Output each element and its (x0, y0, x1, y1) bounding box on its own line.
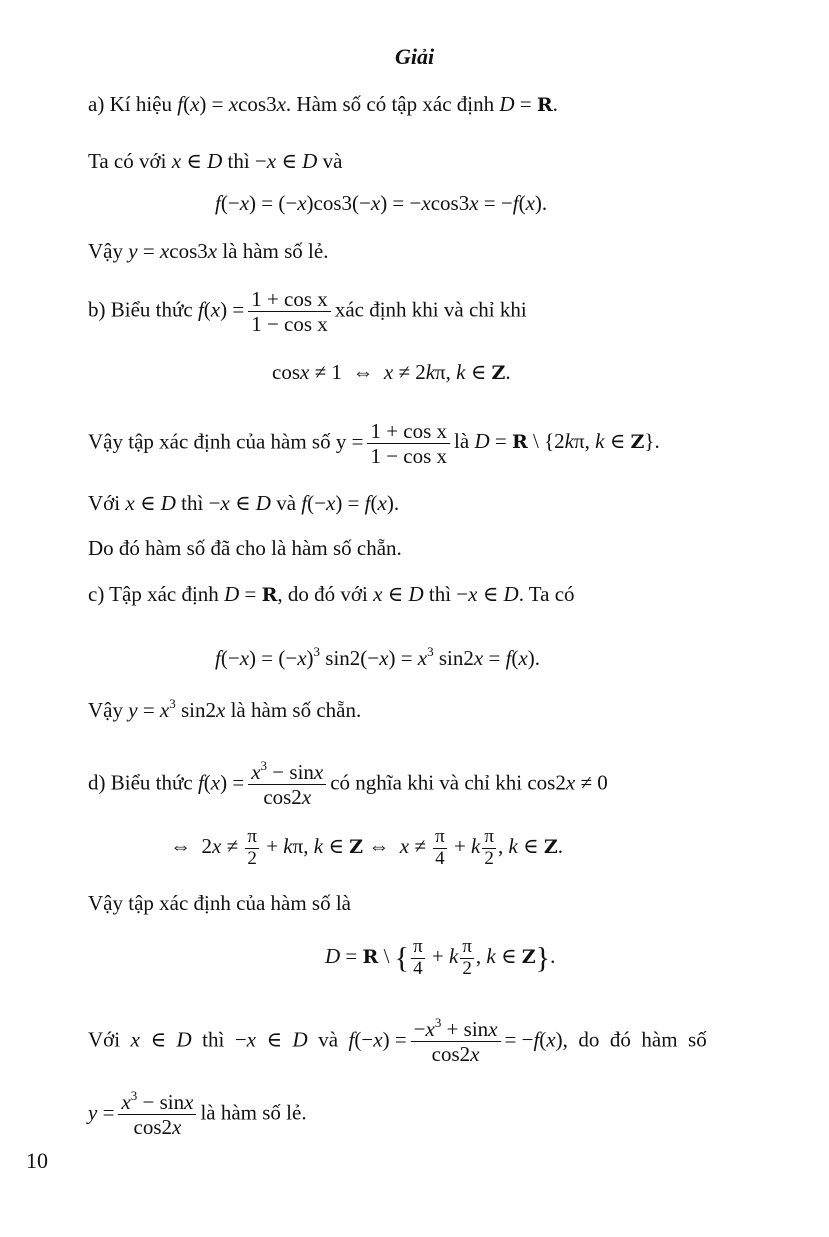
part-d-final: y = $\frac{x^3 - \sin x}{\cos 2x}$ là hàm số lẻ. (88, 1088, 307, 1140)
fraction-numerator: 1 + cos x (367, 419, 450, 444)
part-c-conclusion: Vậy $y = x^3$ sin2x là hàm số chẵn. (88, 696, 362, 722)
page-number: 10 (26, 1148, 48, 1173)
fraction-denominator: 1 − cos x (370, 444, 448, 469)
part-b-intro: b) Biểu thức f(x) = $\frac{\text{1 + cos x}}{\text{1 − cos x}}$ xác định khi và chỉ khi (88, 287, 527, 337)
part-d-odd-check: Với x ∈ D thì −x ∈ D và f(−x) = $\frac{-x^3 + \sin x}{\cos 2x}$ = −f(x), do đó hàm số (88, 1015, 707, 1067)
part-a-line-2: Ta có với x ∈ D thì −x ∈ D và (88, 149, 343, 173)
part-d-domain: D = R \ { $\frac{\pi}{4}$ + k $\frac{\pi}{2}$ , k ∈ Z}. (325, 936, 556, 979)
part-b-conclusion: Do đó hàm số đã cho là hàm số chẵn. (88, 536, 402, 560)
part-a-equation: f(−x) = (−x)cos3(−x) = −xcos3x = −f(x). (215, 191, 548, 215)
solution-heading: Giải (394, 44, 435, 69)
part-c-line-1: c) Tập xác định D = R, do đó với x ∈ D thì −x ∈ D. Ta có (88, 582, 575, 606)
part-c-equation: $f(-x) = (-x)^3$ $\sin 2(-x) = x^3$ sin2x = f(x). (215, 644, 540, 670)
part-b-intro-tail: xác định khi và chỉ khi (334, 297, 527, 322)
part-a-line-1: a) Kí hiệu f(x) = xcos3x. Hàm số có tập xác định D = R. (88, 92, 558, 116)
part-b-domain-lead: Vậy tập xác định của hàm số y = (88, 429, 364, 454)
part-d-final-fraction: $\frac{x^3 - \sin x}{\cos 2x}$ (118, 1090, 196, 1139)
fraction-numerator: 1 + cos x (248, 287, 331, 312)
part-b-condition: cosx ≠ 1 ⇔ x ≠ 2kπ, k ∈ Z. (272, 360, 511, 384)
part-d-condition: ⇔ 2x ≠ $\frac{\pi}{2}$ + kπ, k ∈ Z ⇔ x ≠ $\frac{\pi}{4}$ + k $\frac{\pi}{2}$ , k ∈ Z. (170, 826, 563, 869)
part-d-intro: d) Biểu thức f(x) = $\frac{x^3 - \sin x}{\cos 2x}$ có nghĩa khi và chỉ khi cos2x ≠ 0 (88, 758, 608, 810)
part-d-odd-fraction: $\frac{-x^3 + \sin x}{\cos 2x}$ (411, 1017, 501, 1066)
part-d-fraction: $\frac{x^3 - \sin x}{\cos 2x}$ (248, 760, 326, 809)
part-b-fraction (248, 287, 331, 336)
part-a-conclusion: Vậy y = xcos3x là hàm số lẻ. (88, 239, 329, 263)
part-b-even-check: Với x ∈ D thì −x ∈ D và f(−x) = f(x). (88, 491, 400, 515)
part-b-domain-fraction (367, 419, 450, 468)
part-b-domain: Vậy tập xác định của hàm số y = $\frac{\text{1 + cos x}}{\text{1 − cos x}}$ là D = R \ {2kπ, k ∈ Z}. (88, 419, 660, 469)
fraction-denominator: 1 − cos x (251, 312, 328, 337)
part-d-final-tail: là hàm số lẻ. (200, 1100, 307, 1125)
part-d-domain-intro: Vậy tập xác định của hàm số là (88, 891, 351, 915)
